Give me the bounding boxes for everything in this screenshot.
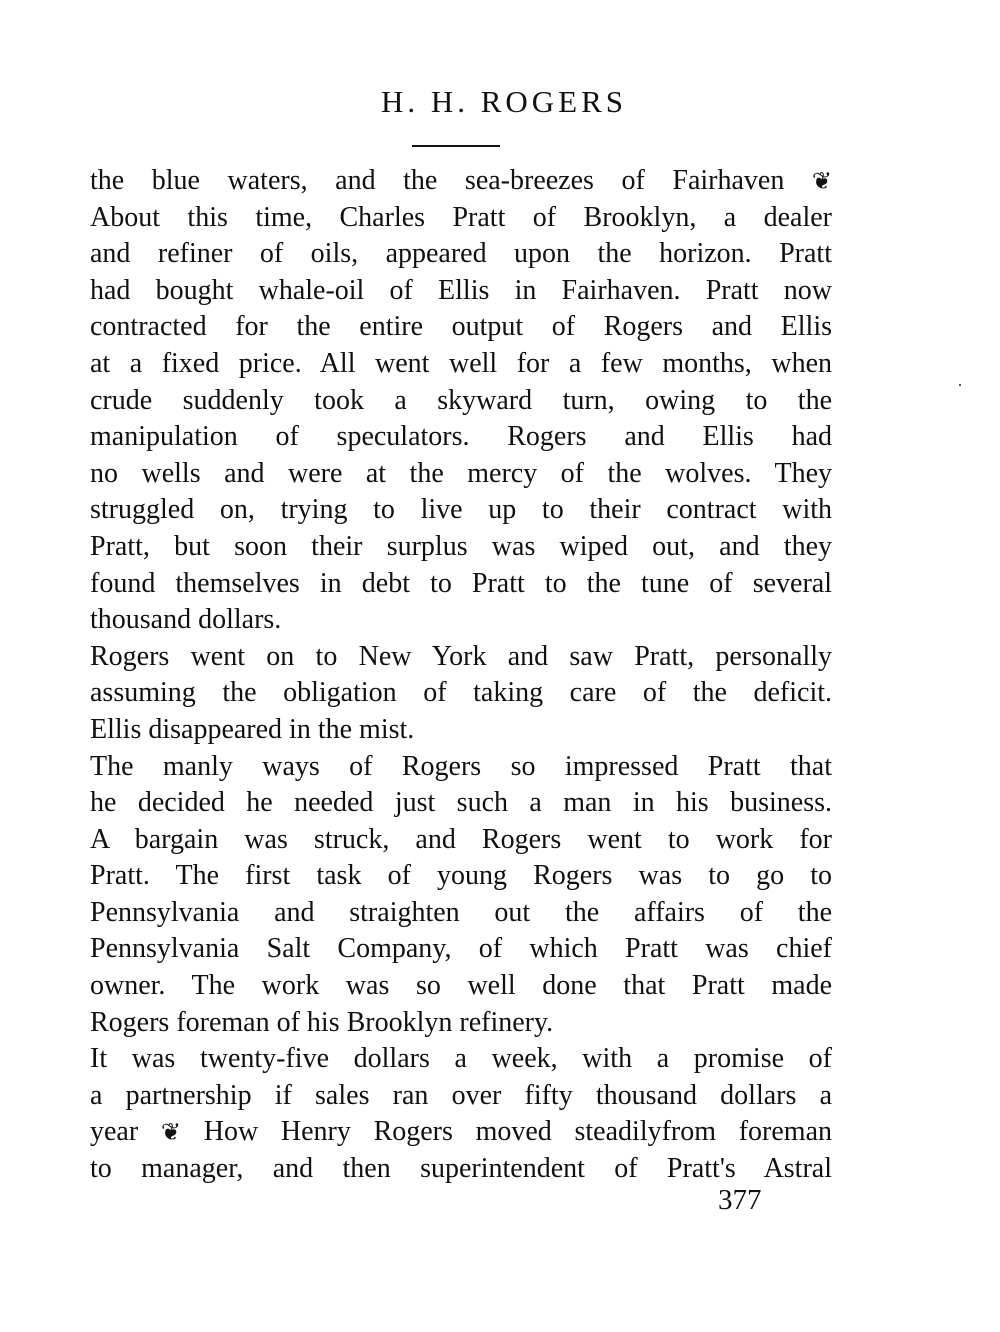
text-line: Pennsylvania and straighten out the affairs of the	[90, 896, 832, 928]
text-line: Rogers foreman of his Brooklyn refinery.	[90, 1006, 554, 1038]
text-line: Ellis disappeared in the mist.	[90, 713, 415, 745]
text-line: owner. The work was so well done that Pratt made	[90, 970, 832, 1002]
text-line: a partnership if sales ran over fifty thousand dollars a	[90, 1079, 832, 1111]
text-line: assuming the obligation of taking care of the deficit.	[90, 677, 832, 709]
text-line: manipulation of speculators. Rogers and Ellis had	[90, 421, 832, 453]
text-line: struggled on, trying to live up to their contract with	[90, 494, 832, 526]
text-line: had bought whale-oil of Ellis in Fairhaven. Pratt now	[90, 274, 832, 306]
text-line: A bargain was struck, and Rogers went to work for	[90, 823, 832, 855]
text-line: Pratt, but soon their surplus was wiped out, and they	[90, 530, 832, 562]
text-line	[90, 163, 832, 200]
page-number: 377	[718, 1184, 762, 1216]
text-line: crude suddenly took a skyward turn, owing to the	[90, 384, 832, 416]
text-line: thousand dollars.	[90, 604, 282, 636]
text-line	[90, 1114, 832, 1151]
text-line: Rogers went on to New York and saw Pratt, personally	[90, 640, 832, 672]
page-body	[90, 163, 832, 1188]
text-line: It was twenty-five dollars a week, with a promise of	[90, 1043, 832, 1075]
text-line: The manly ways of Rogers so impressed Pratt that	[90, 750, 832, 782]
line-segment: the blue waters, and the sea-breezes of Fairhaven	[90, 165, 785, 196]
text-line: no wells and were at the mercy of the wolves. They	[90, 457, 832, 489]
text-line: and refiner of oils, appeared upon the horizon. Pratt	[90, 238, 832, 270]
text-line: to manager, and then superintendent of Pratt's Astral	[90, 1153, 832, 1185]
line-segment: year	[90, 1116, 139, 1148]
header-rule	[412, 145, 500, 147]
text-line: contracted for the entire output of Rogers and Ellis	[90, 311, 832, 343]
text-line: found themselves in debt to Pratt to the tune of several	[90, 567, 832, 599]
text-line: About this time, Charles Pratt of Brooklyn, a dealer	[90, 201, 832, 233]
text-line: at a fixed price. All went well for a few months, when	[90, 347, 832, 379]
running-header: H. H. ROGERS	[380, 84, 628, 119]
text-line: Pennsylvania Salt Company, of which Pratt was chief	[90, 933, 832, 965]
line-segment: How Henry Rogers moved steadilyfrom foreman	[203, 1116, 833, 1148]
fleuron-icon: ❦	[160, 1118, 182, 1147]
text-line: he decided he needed just such a man in his business.	[90, 787, 832, 819]
text-line: Pratt. The first task of young Rogers was to go to	[90, 860, 832, 892]
scan-speck	[959, 384, 961, 386]
fleuron-icon: ❦	[811, 167, 832, 195]
